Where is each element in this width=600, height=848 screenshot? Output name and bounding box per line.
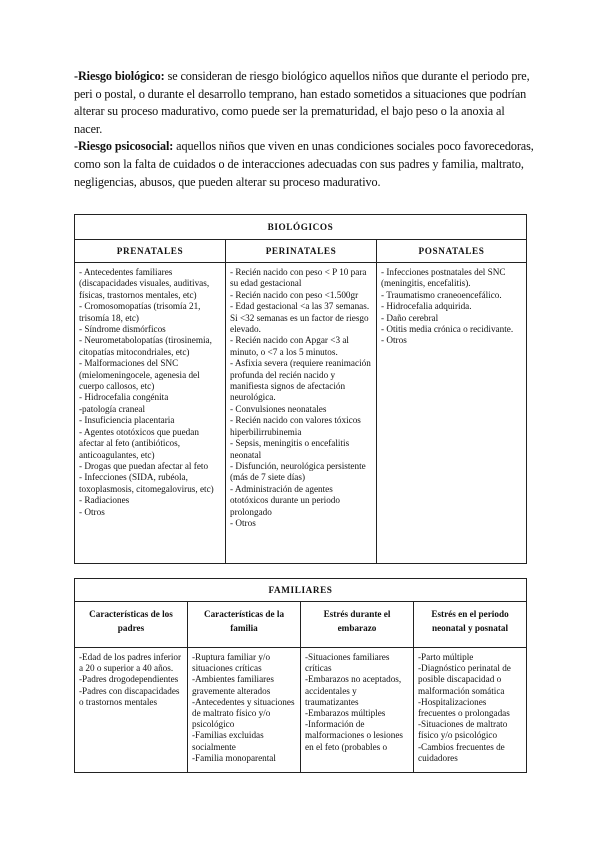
list-item: -Situaciones familiares críticas xyxy=(305,652,390,674)
list-item: -Hospitalizaciones frecuentes o prolongadas xyxy=(418,696,510,719)
table-familiares-title: FAMILIARES xyxy=(75,579,527,602)
cell-perinatales xyxy=(226,263,377,564)
list-item: - Edad gestacional <a las 37 semanas. Si <32 semanas es un factor de riesgo elevado. xyxy=(230,301,370,335)
paragraph-riesgo-psicosocial xyxy=(74,138,534,191)
list-item: - Otros xyxy=(230,517,256,528)
cell-estres-embarazo xyxy=(301,648,414,773)
list-item: -Ruptura familiar y/o situaciones críticas xyxy=(192,652,271,674)
list-item: - Cromosomopatías (trisomía 21, trisomía 18, etc) xyxy=(79,301,201,323)
list-item: -Antecedentes y situaciones de maltrato físico y/o psicológico xyxy=(192,696,295,730)
list-item: - Agentes ototóxicos que puedan afectar al feto (antibióticos, anticoagulantes, etc) xyxy=(79,426,199,460)
list-item: - Síndrome dismórficos xyxy=(79,324,166,335)
list-item: - Malformaciones del SNC (mielomeningocele, agenesia del cuerpo callosos, etc) xyxy=(79,358,200,392)
list-item: - Administración de agentes ototóxicos durante un periodo prolongado xyxy=(230,483,340,517)
table-biologicos xyxy=(74,214,527,564)
label-riesgo-psicosocial: -Riesgo psicosocial: xyxy=(74,139,174,154)
col-header-caracteristicas-familia: Características de la familia xyxy=(188,602,301,648)
list-item: - Daño cerebral xyxy=(381,312,439,323)
list-item: - Recién nacido con valores tóxicos hiperbilirrubinemia xyxy=(230,415,361,437)
list-item: -Embarazos no aceptados, accidentales y traumatizantes xyxy=(305,674,402,707)
col-header-estres-embarazo: Estrés durante el embarazo xyxy=(301,602,414,648)
list-item: - Insuficiencia placentaria xyxy=(79,415,175,426)
list-item: -Situaciones de maltrato físico y/o psicológico xyxy=(418,719,508,741)
list-item: -Cambios frecuentes de cuidadores xyxy=(418,741,505,763)
list-item: -Padres con discapacidades o trastornos mentales xyxy=(79,685,180,707)
col-header-posnatales: POSNATALES xyxy=(377,240,527,263)
col-header-estres-neonatal: Estrés en el periodo neonatal y posnatal xyxy=(414,602,527,648)
list-item: - Otros xyxy=(79,506,105,517)
table-familiares xyxy=(74,578,527,773)
cell-caracteristicas-padres xyxy=(75,648,188,773)
col-header-perinatales: PERINATALES xyxy=(226,240,377,263)
cell-prenatales xyxy=(75,263,226,564)
col-header-caracteristicas-padres: Características de los padres xyxy=(75,602,188,648)
list-item: - Drogas que puedan afectar al feto xyxy=(79,460,209,471)
list-item: - Radiaciones xyxy=(79,495,130,506)
list-item: -Información de malformaciones o lesiones en el feto (probables o xyxy=(305,719,403,752)
list-perinatales xyxy=(226,263,376,535)
list-item: - Infecciones postnatales del SNC (meningitis, encefalitis). xyxy=(381,267,506,289)
cell-caracteristicas-familia xyxy=(188,648,301,773)
cell-posnatales xyxy=(377,263,527,564)
list-item: -patología craneal xyxy=(79,403,146,414)
list-item: -Ambientes familiares gravemente alterados xyxy=(192,674,274,696)
list-item: - Convulsiones neonatales xyxy=(230,403,327,414)
list-item: - Sepsis, meningitis o encefalitis neonatal xyxy=(230,438,350,460)
label-riesgo-biologico: -Riesgo biológico: xyxy=(74,69,165,83)
col-header-prenatales: PRENATALES xyxy=(75,240,226,263)
list-item: - Recién nacido con peso <1.500gr xyxy=(230,289,359,300)
list-item: - Antecedentes familiares (discapacidades visuales, auditivas, físicas, trastornos mentales, etc) xyxy=(79,267,210,300)
list-estres-neonatal xyxy=(414,648,526,770)
list-item: - Hidrocefalia congénita xyxy=(79,392,169,403)
list-posnatales xyxy=(377,263,526,353)
list-item: - Traumatismo craneoencefálico. xyxy=(381,289,502,300)
list-item: - Hidrocefalia adquirida. xyxy=(381,301,472,312)
list-item: - Neurometabolopatías (tirosinemia, citopatías mitocondriales, etc) xyxy=(79,335,212,357)
list-item: -Padres drogodependientes xyxy=(79,674,179,685)
list-item: -Edad de los padres inferior a 20 o superior a 40 años. xyxy=(79,652,182,674)
paragraph-riesgo-biologico xyxy=(74,68,534,138)
cell-estres-neonatal xyxy=(414,648,527,773)
list-item: -Familia monoparental xyxy=(192,752,276,763)
text-riesgo-biologico: se consideran de riesgo biológico aquellos niños que durante el periodo pre, peri o postal, o durante el desarrollo temprano, han estado sometidos a situaciones que podrían alterar su proceso madurativo, como puede ser la prematuridad, el bajo peso o la anoxia al nacer. xyxy=(74,69,530,136)
list-item: -Parto múltiple xyxy=(418,652,474,662)
list-item: - Recién nacido con Apgar <3 al minuto, o <7 a los 5 minutos. xyxy=(230,335,349,357)
list-item: - Otitis media crónica o recidivante. xyxy=(381,324,514,335)
list-item: -Diagnóstico perinatal de posible discapacidad o malformación somática xyxy=(418,663,511,696)
list-caracteristicas-familia xyxy=(188,648,300,770)
list-item: - Infecciones (SIDA, rubéola, toxoplasmosis, citomegalovirus, etc) xyxy=(79,472,214,494)
list-item: - Recién nacido con peso < P 10 para su edad gestacional xyxy=(230,267,367,289)
list-estres-embarazo xyxy=(301,648,413,759)
table-biologicos-title: BIOLÓGICOS xyxy=(75,215,527,240)
list-item: -Embarazos múltiples xyxy=(305,708,386,719)
list-item: - Disfunción, neurológica persistente (más de 7 siete días) xyxy=(230,460,366,483)
list-item: - Otros xyxy=(381,335,407,346)
list-item: -Familias excluidas socialmente xyxy=(192,730,264,752)
intro-text xyxy=(74,68,534,191)
text-riesgo-psicosocial: aquellos niños que viven en unas condiciones sociales poco favorecedoras, como son la falta de cuidados o de interacciones adecuadas con sus padres y familia, maltrato, negligencias, abusos, que pueden alterar su proceso madurativo. xyxy=(74,139,534,189)
list-item: - Asfixia severa (requiere reanimación profunda del recién nacido y manifiesta signos de afectación neurológica. xyxy=(230,358,371,403)
list-caracteristicas-padres xyxy=(75,648,187,714)
list-prenatales xyxy=(75,263,225,524)
